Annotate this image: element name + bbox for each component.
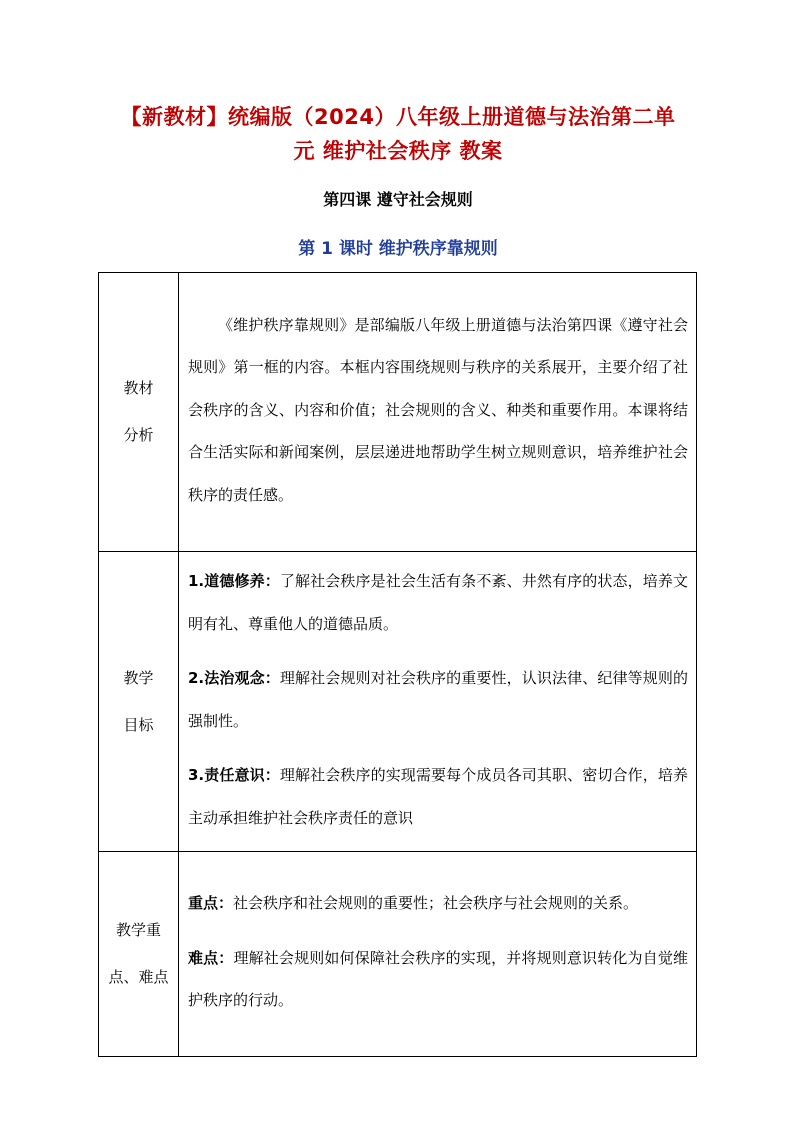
- document-title: [98, 100, 698, 168]
- goal-text: 理解社会秩序的实现需要每个成员各司其职、密切合作，培养主动承担维护社会秩序责任的意识: [188, 766, 688, 827]
- point-heading: 难点：: [188, 948, 234, 967]
- goal-text: 了解社会秩序是社会生活有条不紊、井然有序的状态，培养文明有礼、尊重他人的道德品质。: [188, 572, 688, 633]
- goal-text: 理解社会规则对社会秩序的重要性，认识法律、纪律等规则的强制性。: [188, 669, 688, 730]
- goal-heading: 2.法治观念：: [188, 669, 280, 687]
- title-line-1: 【新教材】统编版（2024）八年级上册道德与法治第二单: [120, 105, 676, 129]
- material-analysis-content: [179, 273, 697, 552]
- point-text: 社会秩序和社会规则的重要性；社会秩序与社会规则的关系。: [233, 894, 639, 913]
- goal-heading: 3.责任意识：: [188, 766, 280, 784]
- key-difficult-points-content: [179, 852, 697, 1057]
- table-row-key-difficult-points: [99, 852, 697, 1057]
- lesson-plan-table: [98, 272, 697, 1057]
- material-analysis-text: 《维护秩序靠规则》是部编版八年级上册道德与法治第四课《遵守社会规则》第一框的内容。本框内容围绕规则与秩序的关系展开，主要介绍了社会秩序的含义、内容和价值；社会规则的含义、种类和重要作用。本课将结合生活实际和新闻案例，层层递进地帮助学生树立规则意识，培养维护社会秩序的责任感。: [188, 315, 688, 504]
- row-label-line: 分析: [123, 426, 154, 444]
- title-line-2: 元 维护社会秩序 教案: [293, 139, 503, 163]
- row-label-line: 教学重: [115, 921, 161, 939]
- row-label-line: 教材: [123, 379, 154, 397]
- row-label-line: 目标: [123, 715, 154, 734]
- point-text: 理解社会规则如何保障社会秩序的实现，并将规则意识转化为自觉维护秩序的行动。: [188, 948, 688, 1010]
- row-label-line: 点、难点: [108, 968, 169, 986]
- lesson-period-title: 第 1 课时 维护秩序靠规则: [298, 239, 498, 259]
- table-row-teaching-goals: [99, 552, 697, 852]
- row-label-material-analysis: [99, 273, 179, 552]
- teaching-goals-content: [179, 552, 697, 852]
- table-row-material-analysis: [99, 273, 697, 552]
- point-item: [188, 937, 688, 1022]
- lesson-unit-subtitle: 第四课 遵守社会规则: [323, 190, 473, 209]
- row-label-key-difficult-points: [99, 852, 179, 1057]
- goal-item: [188, 560, 688, 645]
- point-item: [188, 882, 688, 925]
- row-label-teaching-goals: [99, 552, 179, 852]
- row-label-line: 教学: [123, 668, 154, 687]
- goal-heading: 1.道德修养：: [188, 572, 280, 590]
- goal-item: [188, 754, 688, 839]
- goal-item: [188, 657, 688, 742]
- point-heading: 重点：: [188, 894, 234, 913]
